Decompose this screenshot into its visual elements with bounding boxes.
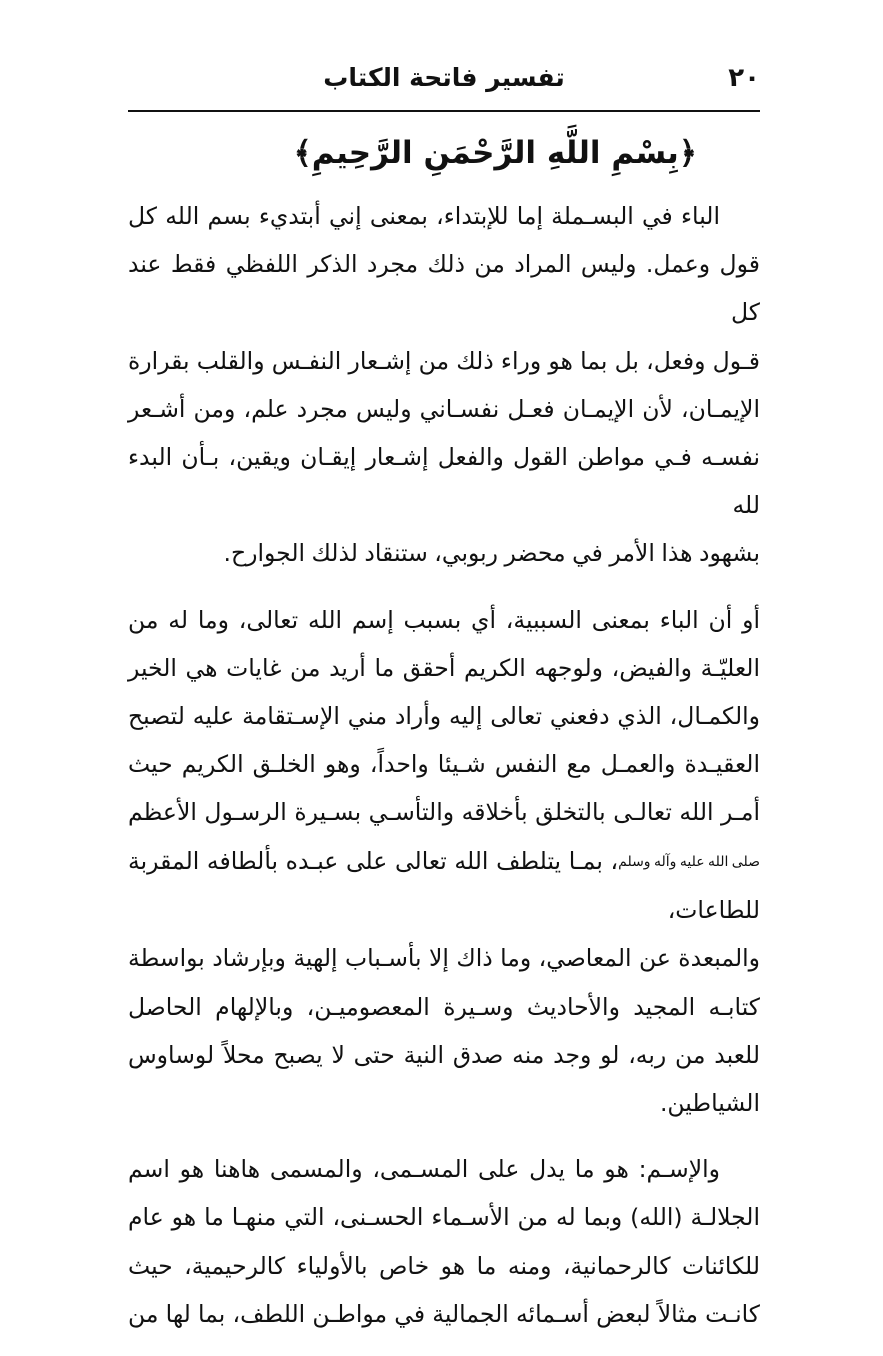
paragraph-2 — [128, 596, 760, 1128]
text-line: للعبد من ربه، لو وجد منه صدق النية حتى لا يصبح محلاً لوساوس — [128, 1040, 760, 1069]
running-title: تفسير فاتحة الكتاب — [323, 63, 565, 92]
text-line: قول وعمل. وليس المراد من ذلك مجرد الذكر اللفظي فقط عند كل — [128, 250, 760, 327]
text-line: والمبعدة عن المعاصي، وما ذاك إلا بأسـباب إلهية وبإرشاد بواسطة — [128, 944, 760, 973]
text-line: العليّـة والفيض، ولوجهه الكريم أحقق ما أريد من غايات هي الخير — [128, 653, 760, 682]
honorific-symbol: صلى الله عليه وآله وسلم — [618, 854, 760, 871]
text-line: الشياطين. — [659, 1089, 760, 1118]
text-line: نفسـه فـي مواطن القول والفعل إشـعار إيقـان ويقين، بـأن البدء لله — [128, 443, 760, 520]
text-line: بشهود هذا الأمر في محضر ربوبي، ستنقاد لذلك الجوارح. — [223, 539, 760, 568]
text-line: الباء في البسـملة إما للإبتداء، بمعنى إني أبتديء بسم الله كل — [128, 202, 720, 230]
basmala-heading: ﴿بِسْمِ اللَّهِ الرَّحْمَنِ الرَّحِيمِ﴾ — [293, 135, 697, 171]
paragraph-1 — [128, 192, 760, 578]
header-rule — [128, 110, 760, 112]
page-header — [128, 58, 760, 108]
text-line: الجلالـة (الله) وبما له من الأسـماء الحسـنى، التي منهـا ما هو عام — [128, 1203, 760, 1232]
page-body — [128, 192, 760, 1356]
text-line: والكمـال، الذي دفعني تعالى إليه وأراد مني الإسـتقامة عليه لتصبح — [128, 702, 760, 731]
text-line: للكائنات كالرحمانية، ومنه ما هو خاص بالأولياء كالرحيمية، حيث — [128, 1251, 760, 1280]
text-line: كانـت مثالاً لبعض أسـمائه الجمالية في مواطـن اللطف، بما لها من — [128, 1299, 760, 1328]
text-line: أمـر الله تعالـى بالتخلق بأخلاقه والتأسـي بسـيرة الرسـول الأعظم — [128, 798, 760, 827]
paragraph-3 — [128, 1145, 760, 1338]
text-line: العقيـدة والعمـل مع النفس شـيئا واحداً، وهو الخلـق الكريم حيث — [128, 750, 760, 779]
text-line: قـول وفعل، بل بما هو وراء ذلك من إشـعار النفـس والقلب بقرارة — [128, 346, 760, 375]
text-line: الإيمـان، لأن الإيمـان فعـل نفسـاني وليس مجرد علم، ومن أشـعر — [128, 394, 760, 423]
text-line: والإسـم: هو ما يدل على المسـمى، والمسمى هاهنا هو اسم — [128, 1155, 720, 1184]
page-number: ٢٠ — [728, 63, 760, 93]
text-line: صلى الله عليه وآله وسلم، بمـا يتلطف الله تعالى على عبـده بألطافه المقربة للطاعات، — [128, 837, 760, 935]
text-line: أو أن الباء بمعنى السببية، أي بسبب إسم الله تعالى، وما له من — [128, 605, 760, 634]
text-line: كتابـه المجيد والأحاديث وسـيرة المعصوميـن، وبالإلهام الحاصل — [128, 992, 760, 1021]
